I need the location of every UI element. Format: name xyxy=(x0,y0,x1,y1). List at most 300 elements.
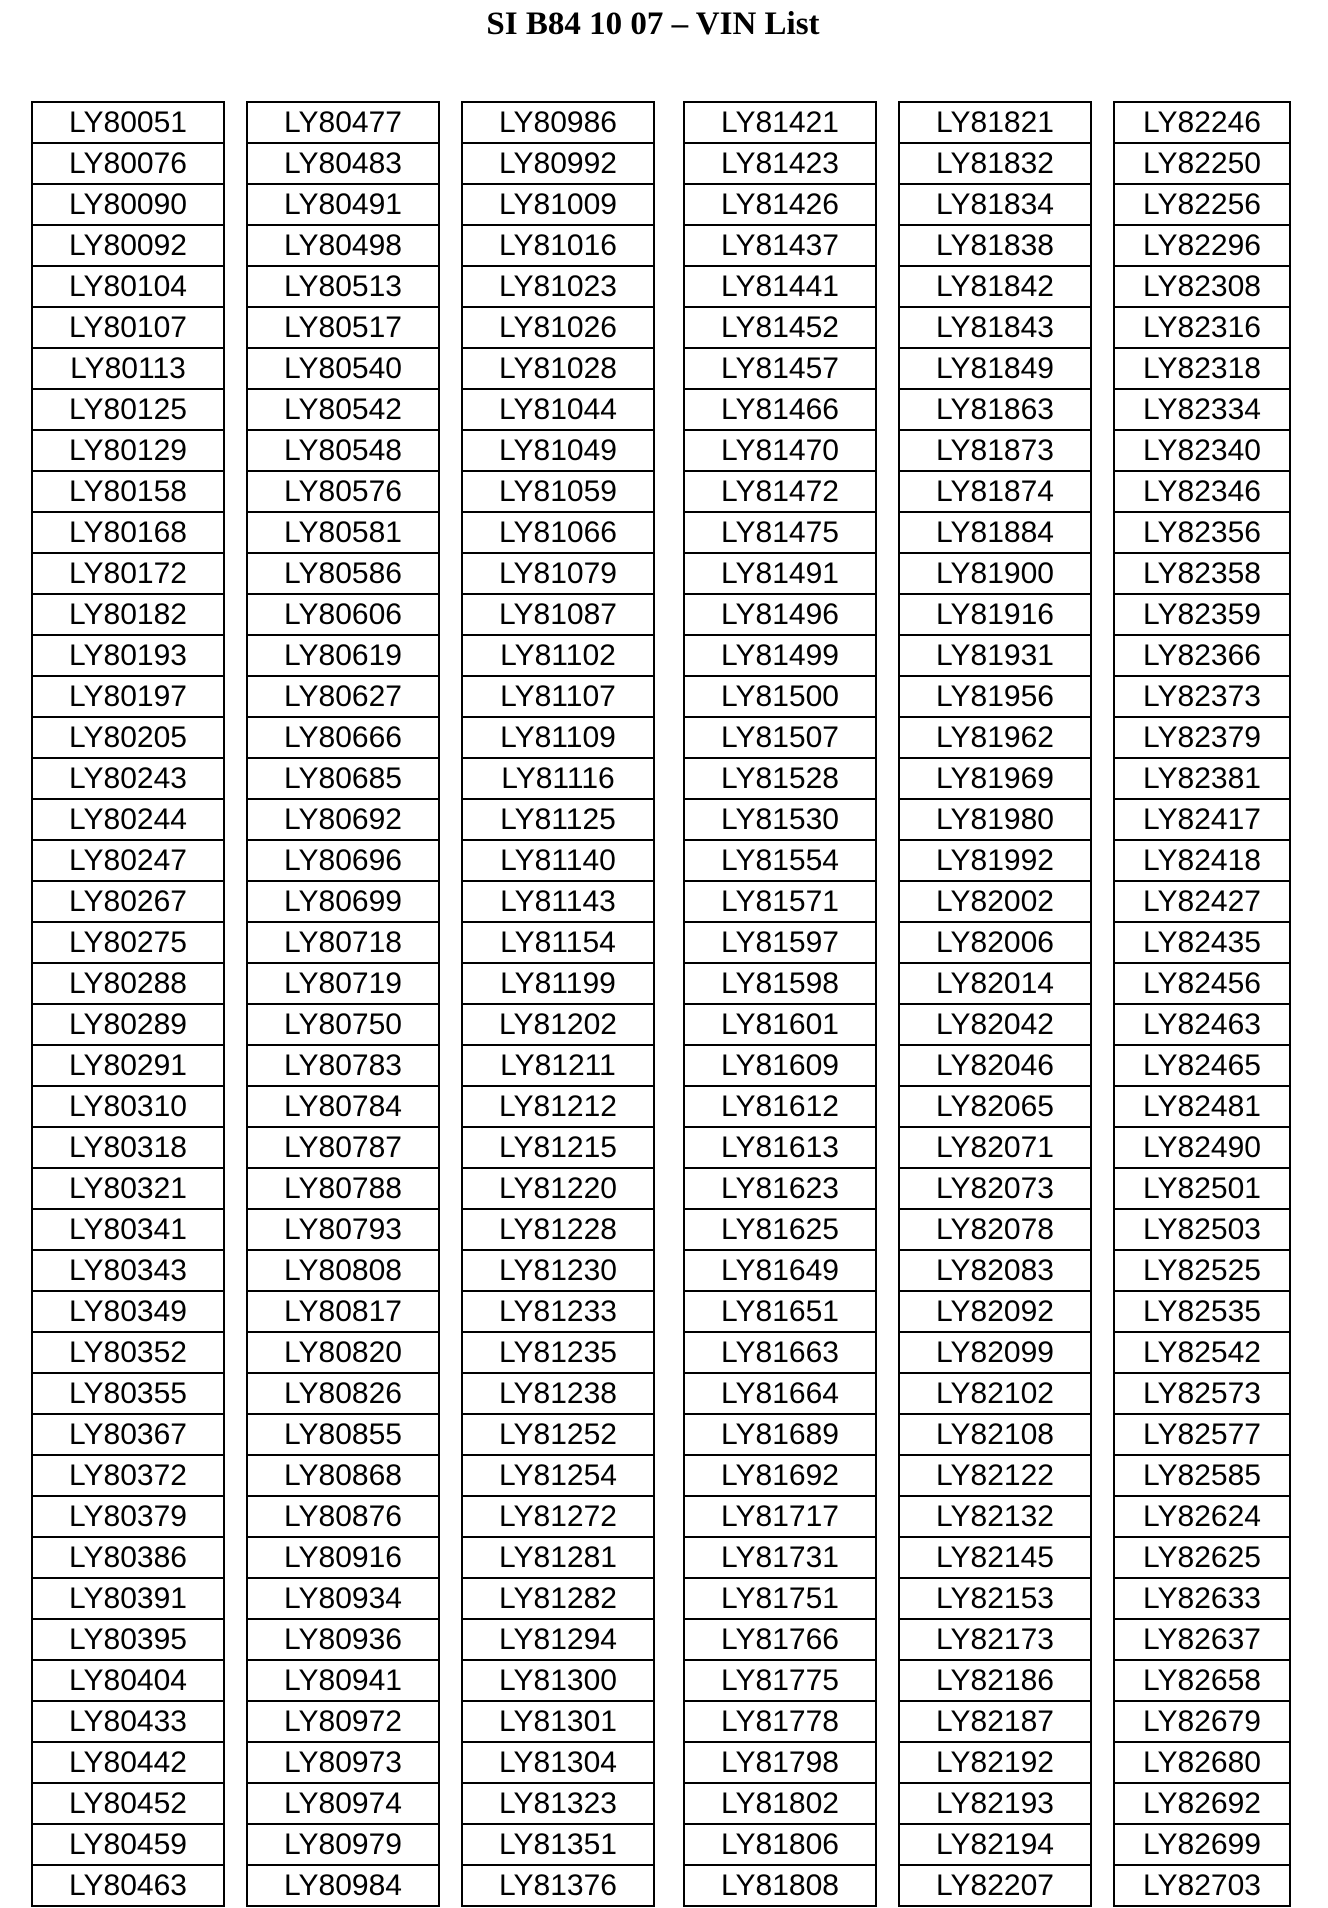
vin-cell: LY80820 xyxy=(247,1332,439,1373)
vin-cell: LY80291 xyxy=(32,1045,224,1086)
vin-cell: LY81143 xyxy=(462,881,654,922)
column-gap xyxy=(439,1865,462,1906)
column-gap xyxy=(439,1045,462,1086)
vin-cell: LY81026 xyxy=(462,307,654,348)
column-gap xyxy=(876,1209,899,1250)
column-gap xyxy=(876,1660,899,1701)
vin-cell: LY81843 xyxy=(899,307,1091,348)
column-gap xyxy=(439,963,462,1004)
vin-cell: LY81528 xyxy=(684,758,876,799)
vin-cell: LY81140 xyxy=(462,840,654,881)
vin-cell: LY80355 xyxy=(32,1373,224,1414)
vin-cell: LY82692 xyxy=(1114,1783,1290,1824)
vin-cell: LY82585 xyxy=(1114,1455,1290,1496)
column-gap xyxy=(876,1537,899,1578)
vin-cell: LY82542 xyxy=(1114,1332,1290,1373)
vin-cell: LY81571 xyxy=(684,881,876,922)
vin-cell: LY82463 xyxy=(1114,1004,1290,1045)
column-gap xyxy=(654,676,684,717)
vin-cell: LY82699 xyxy=(1114,1824,1290,1865)
vin-cell: LY81507 xyxy=(684,717,876,758)
vin-cell: LY81059 xyxy=(462,471,654,512)
vin-cell: LY81601 xyxy=(684,1004,876,1045)
column-gap xyxy=(1091,963,1114,1004)
column-gap xyxy=(224,266,247,307)
vin-cell: LY81376 xyxy=(462,1865,654,1906)
column-gap xyxy=(224,676,247,717)
column-gap xyxy=(439,758,462,799)
column-gap xyxy=(224,1086,247,1127)
table-row xyxy=(32,1578,1290,1619)
table-row xyxy=(32,1660,1290,1701)
table-row xyxy=(32,348,1290,389)
column-gap xyxy=(654,225,684,266)
column-gap xyxy=(439,799,462,840)
column-gap xyxy=(224,758,247,799)
vin-cell: LY80404 xyxy=(32,1660,224,1701)
column-gap xyxy=(876,102,899,143)
table-row xyxy=(32,1373,1290,1414)
vin-cell: LY81421 xyxy=(684,102,876,143)
column-gap xyxy=(224,1824,247,1865)
vin-cell: LY82193 xyxy=(899,1783,1091,1824)
table-row xyxy=(32,1004,1290,1045)
vin-cell: LY80168 xyxy=(32,512,224,553)
vin-cell: LY81109 xyxy=(462,717,654,758)
vin-cell: LY80129 xyxy=(32,430,224,471)
table-row xyxy=(32,1209,1290,1250)
column-gap xyxy=(876,1168,899,1209)
column-gap xyxy=(224,143,247,184)
table-row xyxy=(32,1332,1290,1373)
vin-cell: LY81806 xyxy=(684,1824,876,1865)
column-gap xyxy=(876,430,899,471)
vin-cell: LY81475 xyxy=(684,512,876,553)
column-gap xyxy=(224,1373,247,1414)
vin-cell: LY82002 xyxy=(899,881,1091,922)
vin-cell: LY80372 xyxy=(32,1455,224,1496)
column-gap xyxy=(439,430,462,471)
vin-cell: LY80289 xyxy=(32,1004,224,1045)
vin-cell: LY80343 xyxy=(32,1250,224,1291)
vin-cell: LY81049 xyxy=(462,430,654,471)
vin-cell: LY81598 xyxy=(684,963,876,1004)
vin-cell: LY80275 xyxy=(32,922,224,963)
vin-cell: LY80107 xyxy=(32,307,224,348)
column-gap xyxy=(224,184,247,225)
vin-cell: LY81731 xyxy=(684,1537,876,1578)
vin-cell: LY81766 xyxy=(684,1619,876,1660)
table-row xyxy=(32,594,1290,635)
column-gap xyxy=(1091,1783,1114,1824)
vin-cell: LY81087 xyxy=(462,594,654,635)
column-gap xyxy=(1091,840,1114,881)
column-gap xyxy=(439,1783,462,1824)
column-gap xyxy=(224,1455,247,1496)
column-gap xyxy=(654,430,684,471)
table-row xyxy=(32,1045,1290,1086)
column-gap xyxy=(654,1373,684,1414)
vin-cell: LY80619 xyxy=(247,635,439,676)
column-gap xyxy=(1091,1578,1114,1619)
vin-cell: LY80513 xyxy=(247,266,439,307)
column-gap xyxy=(439,553,462,594)
vin-cell: LY80386 xyxy=(32,1537,224,1578)
column-gap xyxy=(876,1455,899,1496)
column-gap xyxy=(876,512,899,553)
column-gap xyxy=(1091,1332,1114,1373)
vin-cell: LY81220 xyxy=(462,1168,654,1209)
vin-cell: LY81689 xyxy=(684,1414,876,1455)
column-gap xyxy=(224,594,247,635)
vin-cell: LY81009 xyxy=(462,184,654,225)
column-gap xyxy=(876,840,899,881)
column-gap xyxy=(439,1701,462,1742)
vin-cell: LY82658 xyxy=(1114,1660,1290,1701)
column-gap xyxy=(654,102,684,143)
table-row xyxy=(32,143,1290,184)
column-gap xyxy=(876,471,899,512)
column-gap xyxy=(1091,225,1114,266)
column-gap xyxy=(439,922,462,963)
column-gap xyxy=(224,1537,247,1578)
vin-cell: LY81834 xyxy=(899,184,1091,225)
vin-cell: LY80581 xyxy=(247,512,439,553)
vin-cell: LY80288 xyxy=(32,963,224,1004)
vin-cell: LY81301 xyxy=(462,1701,654,1742)
column-gap xyxy=(876,225,899,266)
vin-cell: LY82194 xyxy=(899,1824,1091,1865)
column-gap xyxy=(224,1168,247,1209)
column-gap xyxy=(224,389,247,430)
vin-cell: LY81873 xyxy=(899,430,1091,471)
column-gap xyxy=(439,881,462,922)
vin-cell: LY81300 xyxy=(462,1660,654,1701)
table-row xyxy=(32,307,1290,348)
vin-cell: LY81609 xyxy=(684,1045,876,1086)
column-gap xyxy=(654,594,684,635)
vin-cell: LY81663 xyxy=(684,1332,876,1373)
column-gap xyxy=(1091,430,1114,471)
vin-cell: LY82417 xyxy=(1114,799,1290,840)
column-gap xyxy=(224,1414,247,1455)
vin-cell: LY82186 xyxy=(899,1660,1091,1701)
vin-cell: LY81649 xyxy=(684,1250,876,1291)
vin-cell: LY80395 xyxy=(32,1619,224,1660)
column-gap xyxy=(439,471,462,512)
column-gap xyxy=(1091,1127,1114,1168)
column-gap xyxy=(439,1619,462,1660)
column-gap xyxy=(439,512,462,553)
vin-cell: LY80855 xyxy=(247,1414,439,1455)
vin-cell: LY82132 xyxy=(899,1496,1091,1537)
column-gap xyxy=(224,512,247,553)
column-gap xyxy=(876,184,899,225)
table-row xyxy=(32,1865,1290,1906)
vin-cell: LY81992 xyxy=(899,840,1091,881)
vin-cell: LY82680 xyxy=(1114,1742,1290,1783)
vin-cell: LY80247 xyxy=(32,840,224,881)
table-row xyxy=(32,717,1290,758)
table-row xyxy=(32,471,1290,512)
vin-cell: LY80310 xyxy=(32,1086,224,1127)
table-row xyxy=(32,430,1290,471)
column-gap xyxy=(439,1742,462,1783)
vin-cell: LY81717 xyxy=(684,1496,876,1537)
vin-cell: LY81496 xyxy=(684,594,876,635)
column-gap xyxy=(876,1824,899,1865)
column-gap xyxy=(224,1619,247,1660)
vin-cell: LY81884 xyxy=(899,512,1091,553)
column-gap xyxy=(876,266,899,307)
column-gap xyxy=(1091,1373,1114,1414)
column-gap xyxy=(876,307,899,348)
column-gap xyxy=(439,1455,462,1496)
vin-cell: LY80321 xyxy=(32,1168,224,1209)
column-gap xyxy=(439,1537,462,1578)
column-gap xyxy=(224,1578,247,1619)
table-row xyxy=(32,963,1290,1004)
column-gap xyxy=(876,1414,899,1455)
column-gap xyxy=(1091,1455,1114,1496)
column-gap xyxy=(1091,1086,1114,1127)
column-gap xyxy=(876,922,899,963)
vin-cell: LY80916 xyxy=(247,1537,439,1578)
vin-cell: LY80627 xyxy=(247,676,439,717)
vin-cell: LY80193 xyxy=(32,635,224,676)
column-gap xyxy=(876,1578,899,1619)
table-row xyxy=(32,840,1290,881)
vin-cell: LY82099 xyxy=(899,1332,1091,1373)
column-gap xyxy=(439,1086,462,1127)
vin-cell: LY80750 xyxy=(247,1004,439,1045)
column-gap xyxy=(224,102,247,143)
vin-cell: LY82153 xyxy=(899,1578,1091,1619)
vin-cell: LY82358 xyxy=(1114,553,1290,594)
column-gap xyxy=(439,1250,462,1291)
vin-cell: LY81212 xyxy=(462,1086,654,1127)
column-gap xyxy=(1091,512,1114,553)
vin-cell: LY81016 xyxy=(462,225,654,266)
column-gap xyxy=(876,348,899,389)
column-gap xyxy=(439,1414,462,1455)
column-gap xyxy=(1091,1004,1114,1045)
vin-cell: LY81821 xyxy=(899,102,1091,143)
column-gap xyxy=(439,1127,462,1168)
column-gap xyxy=(439,1332,462,1373)
vin-cell: LY82192 xyxy=(899,1742,1091,1783)
column-gap xyxy=(1091,471,1114,512)
vin-cell: LY81775 xyxy=(684,1660,876,1701)
vin-cell: LY82637 xyxy=(1114,1619,1290,1660)
vin-cell: LY80826 xyxy=(247,1373,439,1414)
column-gap xyxy=(1091,758,1114,799)
table-row xyxy=(32,102,1290,143)
vin-cell: LY82334 xyxy=(1114,389,1290,430)
column-gap xyxy=(224,1250,247,1291)
column-gap xyxy=(654,1824,684,1865)
column-gap xyxy=(224,471,247,512)
column-gap xyxy=(1091,307,1114,348)
column-gap xyxy=(439,594,462,635)
column-gap xyxy=(439,1660,462,1701)
vin-cell: LY81798 xyxy=(684,1742,876,1783)
column-gap xyxy=(654,1578,684,1619)
vin-cell: LY82379 xyxy=(1114,717,1290,758)
vin-cell: LY80606 xyxy=(247,594,439,635)
vin-cell: LY82346 xyxy=(1114,471,1290,512)
table-row xyxy=(32,1537,1290,1578)
vin-cell: LY80972 xyxy=(247,1701,439,1742)
vin-cell: LY81832 xyxy=(899,143,1091,184)
column-gap xyxy=(654,963,684,1004)
column-gap xyxy=(654,1414,684,1455)
vin-cell: LY80498 xyxy=(247,225,439,266)
column-gap xyxy=(876,799,899,840)
vin-cell: LY81426 xyxy=(684,184,876,225)
vin-cell: LY80367 xyxy=(32,1414,224,1455)
column-gap xyxy=(439,1004,462,1045)
vin-cell: LY82356 xyxy=(1114,512,1290,553)
vin-cell: LY80783 xyxy=(247,1045,439,1086)
vin-cell: LY80092 xyxy=(32,225,224,266)
table-row xyxy=(32,1701,1290,1742)
vin-cell: LY81294 xyxy=(462,1619,654,1660)
column-gap xyxy=(654,1660,684,1701)
column-gap xyxy=(876,1865,899,1906)
column-gap xyxy=(876,594,899,635)
vin-cell: LY81044 xyxy=(462,389,654,430)
column-gap xyxy=(654,1127,684,1168)
vin-cell: LY80433 xyxy=(32,1701,224,1742)
vin-cell: LY82418 xyxy=(1114,840,1290,881)
vin-cell: LY82359 xyxy=(1114,594,1290,635)
column-gap xyxy=(224,553,247,594)
vin-cell: LY82573 xyxy=(1114,1373,1290,1414)
vin-cell: LY80267 xyxy=(32,881,224,922)
vin-cell: LY80696 xyxy=(247,840,439,881)
vin-cell: LY80452 xyxy=(32,1783,224,1824)
column-gap xyxy=(224,1701,247,1742)
vin-cell: LY81199 xyxy=(462,963,654,1004)
table-row xyxy=(32,1824,1290,1865)
column-gap xyxy=(654,1086,684,1127)
vin-cell: LY80692 xyxy=(247,799,439,840)
vin-cell: LY80685 xyxy=(247,758,439,799)
vin-cell: LY81281 xyxy=(462,1537,654,1578)
column-gap xyxy=(654,1496,684,1537)
vin-cell: LY81470 xyxy=(684,430,876,471)
column-gap xyxy=(654,1865,684,1906)
vin-cell: LY81252 xyxy=(462,1414,654,1455)
vin-cell: LY81125 xyxy=(462,799,654,840)
column-gap xyxy=(1091,1537,1114,1578)
vin-cell: LY80793 xyxy=(247,1209,439,1250)
vin-cell: LY81230 xyxy=(462,1250,654,1291)
column-gap xyxy=(1091,1660,1114,1701)
vin-cell: LY80172 xyxy=(32,553,224,594)
vin-cell: LY82078 xyxy=(899,1209,1091,1250)
column-gap xyxy=(224,1045,247,1086)
column-gap xyxy=(876,1086,899,1127)
vin-cell: LY80483 xyxy=(247,143,439,184)
column-gap xyxy=(654,1332,684,1373)
vin-cell: LY81282 xyxy=(462,1578,654,1619)
vin-cell: LY80808 xyxy=(247,1250,439,1291)
column-gap xyxy=(1091,266,1114,307)
column-gap xyxy=(439,184,462,225)
vin-cell: LY81980 xyxy=(899,799,1091,840)
vin-cell: LY80090 xyxy=(32,184,224,225)
column-gap xyxy=(654,143,684,184)
column-gap xyxy=(224,717,247,758)
table-row xyxy=(32,1086,1290,1127)
column-gap xyxy=(654,840,684,881)
vin-cell: LY81107 xyxy=(462,676,654,717)
vin-cell: LY80540 xyxy=(247,348,439,389)
column-gap xyxy=(654,1537,684,1578)
column-gap xyxy=(654,799,684,840)
vin-cell: LY81838 xyxy=(899,225,1091,266)
column-gap xyxy=(654,553,684,594)
vin-cell: LY82308 xyxy=(1114,266,1290,307)
vin-cell: LY82501 xyxy=(1114,1168,1290,1209)
page-title: SI B84 10 07 – VIN List xyxy=(486,6,820,42)
column-gap xyxy=(439,717,462,758)
vin-cell: LY81254 xyxy=(462,1455,654,1496)
vin-cell: LY82435 xyxy=(1114,922,1290,963)
column-gap xyxy=(1091,389,1114,430)
vin-cell: LY82122 xyxy=(899,1455,1091,1496)
vin-cell: LY81304 xyxy=(462,1742,654,1783)
column-gap xyxy=(876,676,899,717)
column-gap xyxy=(1091,922,1114,963)
vin-cell: LY81472 xyxy=(684,471,876,512)
vin-cell: LY82465 xyxy=(1114,1045,1290,1086)
column-gap xyxy=(224,348,247,389)
vin-cell: LY81437 xyxy=(684,225,876,266)
vin-cell: LY81028 xyxy=(462,348,654,389)
table-row xyxy=(32,1619,1290,1660)
table-row xyxy=(32,922,1290,963)
column-gap xyxy=(1091,102,1114,143)
vin-cell: LY80974 xyxy=(247,1783,439,1824)
column-gap xyxy=(876,717,899,758)
vin-cell: LY80197 xyxy=(32,676,224,717)
vin-cell: LY80459 xyxy=(32,1824,224,1865)
vin-cell: LY81500 xyxy=(684,676,876,717)
vin-cell: LY81849 xyxy=(899,348,1091,389)
column-gap xyxy=(654,1742,684,1783)
column-gap xyxy=(654,266,684,307)
column-gap xyxy=(1091,1414,1114,1455)
column-gap xyxy=(1091,1824,1114,1865)
vin-cell: LY80984 xyxy=(247,1865,439,1906)
column-gap xyxy=(439,1209,462,1250)
column-gap xyxy=(224,922,247,963)
column-gap xyxy=(654,1701,684,1742)
vin-table-body xyxy=(32,102,1290,1906)
vin-cell: LY81351 xyxy=(462,1824,654,1865)
vin-cell: LY80718 xyxy=(247,922,439,963)
column-gap xyxy=(654,471,684,512)
vin-cell: LY80936 xyxy=(247,1619,439,1660)
vin-cell: LY81499 xyxy=(684,635,876,676)
column-gap xyxy=(654,307,684,348)
vin-cell: LY81441 xyxy=(684,266,876,307)
vin-cell: LY81808 xyxy=(684,1865,876,1906)
vin-cell: LY82042 xyxy=(899,1004,1091,1045)
